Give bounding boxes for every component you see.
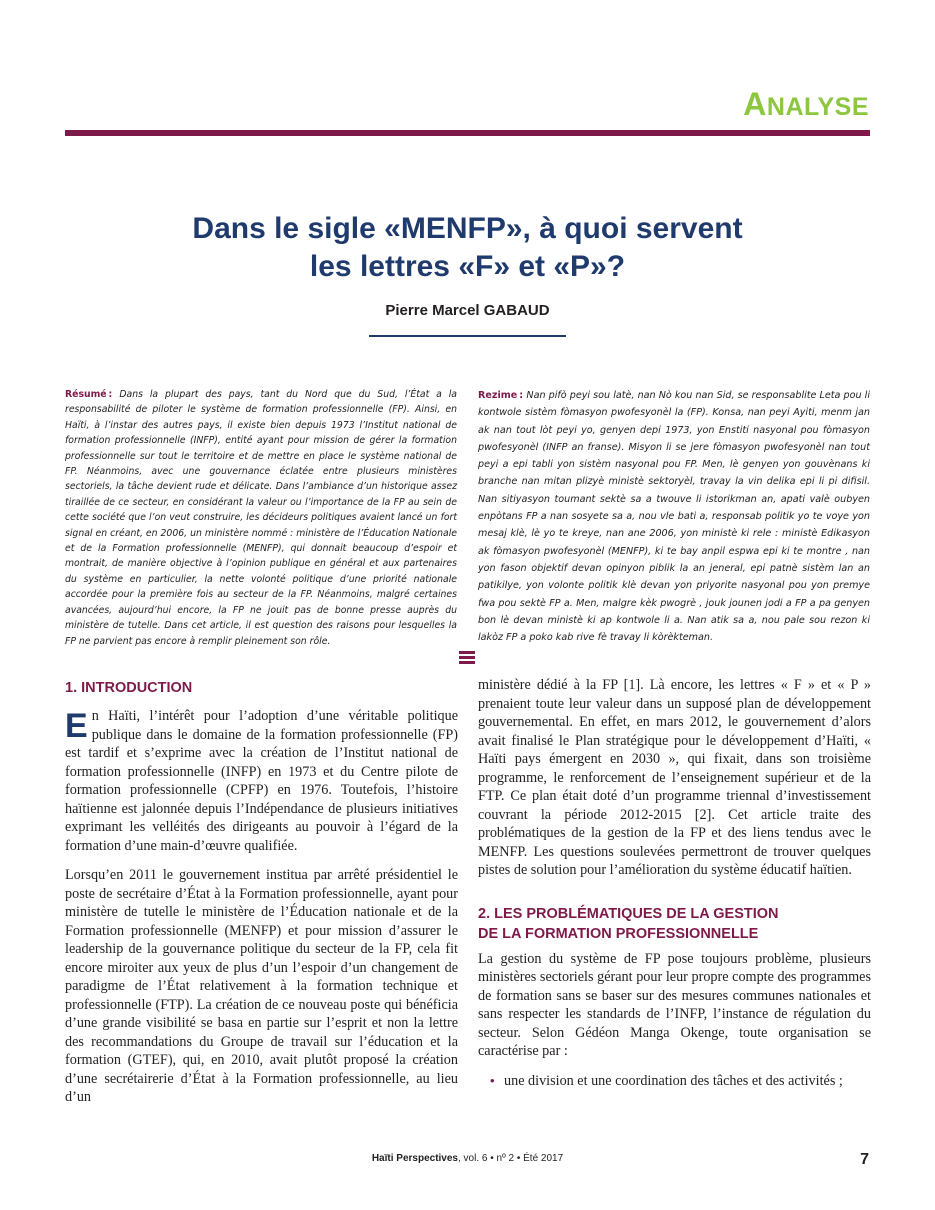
section-1-paragraph-3: ministère dédié à la FP [1]. Là encore, les lettres « F » et « P » prenaient toute leur valeur dans un supposé plan de développement gouvernemental. En effet, en mars 2012, le gouvernement d’alors avait finalisé le Plan stratégique pour le développement d’Haïti, « Haïti pays émergent en 2030 », qui fixait, dans son troisième programme, le renforcement de l’enseignement supérieur et de la FTP. Ce plan était doté d’un programme triennal d’investissement couvrant la période 2012-2015 [2]. Cet article traite des problématiques de la gestion de la FP et des liens tendus avec le MENFP. Les questions soulevées permettront de trouver quelques pistes de solution pour l’amélioration du système éducatif haïtien. bbox=[478, 677, 871, 878]
column-left bbox=[65, 678, 458, 1118]
abstract-creole-text: Nan pifò peyi sou latè, nan Nò kou nan Sid, se responsablite Leta pou li kontwole sistèm fòmasyon pwofesyonèl la (FP). Konsa, nan peyi Ayiti, menm jan ak nan tout lòt peyi yo, genyen depi 1973, yon Enstiti nasyonal pou fòmasyon pwofesyonèl (INFP an franse). Misyon li se jere fòmasyon pwofesyonèl nan tout peyi a epi tabli yon sistèm nasyonal pou FP. Men, lè genyen yon gouvènans ki branche nan mitan plizyè ministè sektoryèl, travay la vin delika epi li pi difisil. Nan sitiyasyon toumant sektè sa a twouve li istorikman an, apati valè oubyen enpòtans FP a nan sosyete sa a, nou vle bati a, responsab politik yo te voye yon mesaj klè, lè yo te kreye, nan ane 2006, yon ministè ki rele : ministè Edikasyon ak fòmasyon pwofesyonèl (MENFP), ki te bay anpil espwa epi ki te montre , nan yon fason objektif devan opinyon piblik la an jeneral, epi patnè sistèm lan an patikilye, yon volonte politik klè devan yon priyorite nasyonal pou yon premye fwa pou sektè FP a. Men, malgre kèk pwogrè , jouk jounen jodi a FP a pa genyen bon lè devan ministè ki ap kontwole li a. Nan atik sa a, nou pale sou rezon ki lakòz FP a poko kab rive fè travay li kòrèkteman. bbox=[478, 390, 870, 644]
section-1-heading: 1. INTRODUCTION bbox=[65, 680, 193, 696]
section-2-heading-line-2: DE LA FORMATION PROFESSIONNELLE bbox=[478, 925, 759, 942]
article-author: Pierre Marcel GABAUD bbox=[385, 302, 550, 319]
section-1-paragraph-1-text: n Haïti, l’intérêt pour l’adoption d’une véritable politique publique dans le domaine de la formation professionnelle (FP) est tardif et s’exprime avec la création de l’Institut national de formation professionnelle (INFP) en 1973 et du Centre pilote de formation professionnelle (CPFP) en 1976. Toutefois, l’histoire haïtienne est jalonnée depuis l’Indépendance de plusieurs initiatives exprimant les velléités des dirigeants au pouvoir à l’égard de la formation d’une main-d’œuvre qualifiée. bbox=[65, 708, 458, 854]
abstract-french-colon: : bbox=[106, 389, 120, 400]
journal-name: Haïti Perspectives bbox=[371, 1153, 458, 1164]
abstract-french-label: Résumé bbox=[65, 389, 107, 400]
section-tag-initial: A bbox=[743, 86, 767, 122]
abstract-french-text: Dans la plupart des pays, tant du Nord que du Sud, l’État a la responsabilité de piloter le système de formation professionnelle (FP). Ainsi, en Haïti, à l’instar des autres pays, il existe bien depuis 1973 l’Institut national de formation professionnelle (INFP), entité ayant pour mission de gérer la formation professionnelle sur tout le territoire et de mettre en place le système national de FP. Néanmoins, avec une gouvernance éclatée entre plusieurs ministères sectoriels, la tâche devient rude et délicate. Dans l’ambiance d’un historique assez tiraillée de ce secteur, en considérant la valeur ou l’importance de la FP au sein de cette société que l’on veut construire, les décideurs politiques avaient lancé un fort signal en créant, en 2006, un ministère nommé : ministère de l’Éducation Nationale et de la Formation professionnelle (MENFP), qui donnait beaucoup d’espoir et montrait, de manière objective à l’opinion publique en général et aux partenaires du système en particulier, la nette volonté politique d’une priorité nationale accordée pour la première fois au secteur de la FP. Néanmoins, malgré certaines avancées, aujourd’hui encore, la FP ne jouit pas de bonne presse auprès du ministère de tutelle. Dans cet article, il est question des raisons pour lesquelles la FP ne parvient pas encore à remplir pleinement son rôle. bbox=[65, 389, 457, 647]
abstract-creole-colon: : bbox=[517, 390, 527, 401]
footer-citation bbox=[0, 1153, 935, 1164]
section-2-paragraph-1: La gestion du système de FP pose toujours problème, plusieurs ministères sectoriels gérant pour leur propre compte des programmes de formation sans se baser sur des mesures communes nationales et sans respecter les standards de l’INFP, l’instance de régulation du secteur. Selon Gédéon Manga Okenge, toute organisation se caractérise par : bbox=[478, 950, 871, 1059]
section-2-heading-line-1: 2. LES PROBLÉMATIQUES DE LA GESTION bbox=[478, 905, 779, 922]
section-tag-rest: NALYSE bbox=[766, 93, 869, 121]
abstract-creole-label: Rezime bbox=[478, 390, 518, 401]
issue-info: , vol. 6 • nº 2 • Été 2017 bbox=[458, 1153, 564, 1164]
author-divider bbox=[369, 335, 566, 337]
abstract-french bbox=[65, 387, 457, 649]
page-number: 7 bbox=[860, 1151, 869, 1168]
list-item bbox=[478, 1072, 871, 1091]
list-item-text: une division et une coordination des tâches et des activités ; bbox=[504, 1072, 843, 1089]
section-1-paragraph-2: Lorsqu’en 2011 le gouvernement institua par arrêté présidentiel le poste de secrétaire d’État à la Formation professionnelle, ayant pour ministère de tutelle le ministère de l’Éducation nationale et de la Formation professionnelle (MENFP) et pour mission d’assurer le leadership de la gouvernance politique du secteur de la FP, cela fit encore miroiter aux yeux de plus d’un l’espoir d’un changement de paradigme de l’État relativement à la formation technique et professionnelle (FTP). La création de ce nouveau poste qui bénéficia d’une grande visibilité se basa en partie sur l’esprit et non la lettre des recommandations du Groupe de travail sur l’éducation et la formation (GTEF), qui, en 2010, avait plutôt proposé la création d’une secrétairerie d’État à la Formation professionnelle, au lieu d’un bbox=[65, 867, 458, 1105]
menu-lines-icon bbox=[459, 651, 475, 665]
section-1-paragraph-1 bbox=[65, 707, 458, 855]
article-title bbox=[0, 210, 935, 286]
drop-cap: E bbox=[65, 707, 88, 745]
section-tag bbox=[743, 86, 869, 123]
column-right bbox=[478, 676, 871, 1090]
section-2-heading bbox=[478, 904, 871, 944]
header-rule bbox=[65, 130, 870, 136]
abstract-creole bbox=[478, 387, 870, 646]
article-title-line-2: les lettres «F» et «P»? bbox=[309, 250, 626, 283]
bullet-icon: • bbox=[490, 1072, 495, 1088]
article-title-line-1: Dans le sigle «MENFP», à quoi servent bbox=[192, 212, 743, 245]
